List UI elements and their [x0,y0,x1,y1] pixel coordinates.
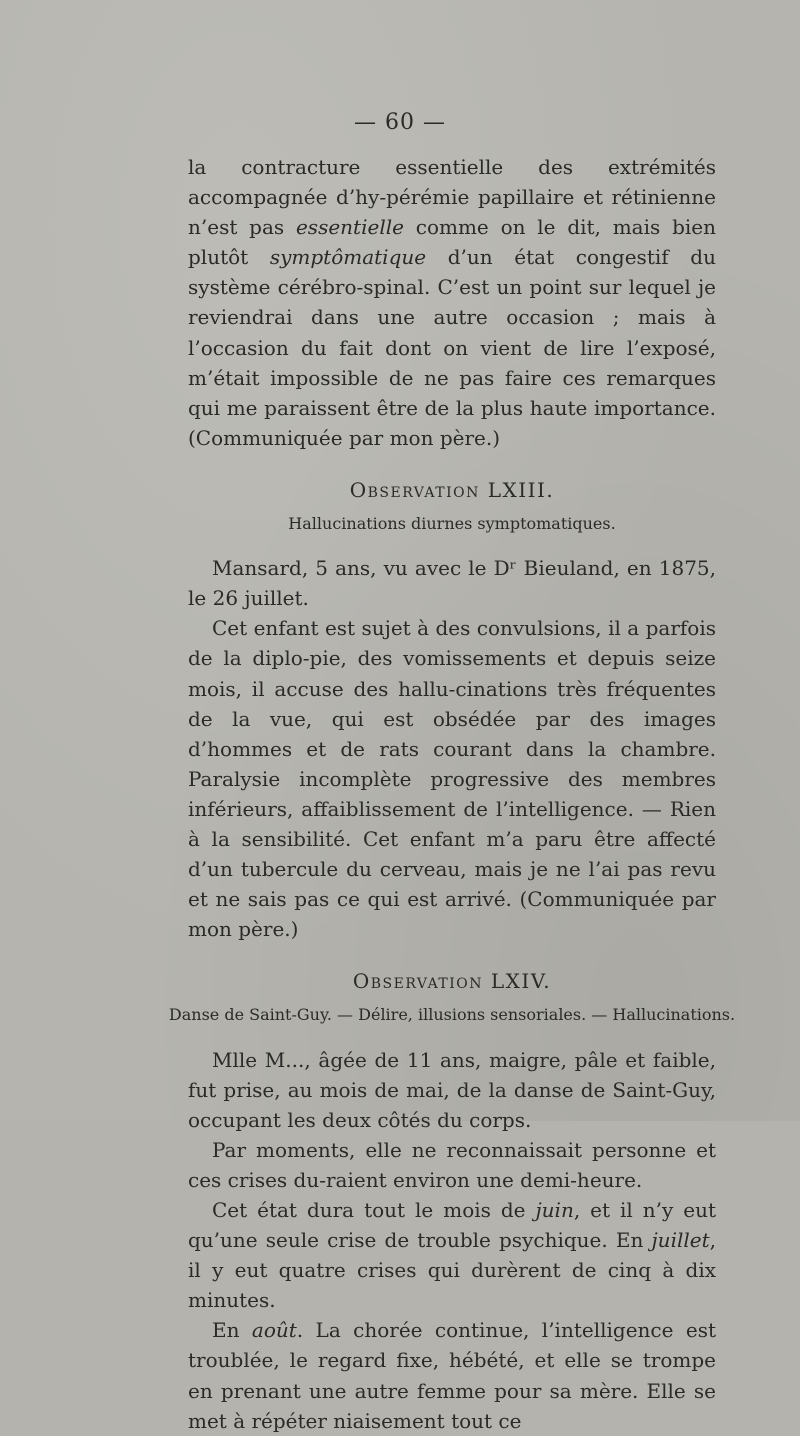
intro-text-b: comme on le dit, mais bien plutôt [188,215,716,270]
observation-63-paragraph-1: Mansard, 5 ans, vu avec le Dʳ Bieuland, en 1875, le 26 juillet. [188,556,716,611]
p3-emphasis-1: juin [535,1198,574,1222]
intro-emphasis-2: symptômatique [269,245,427,270]
observation-63-title: Observation LXIII. [349,477,555,502]
body-text [168,152,736,1436]
observation-64-title: Observation LXIV. [352,969,552,994]
observation-64-paragraph-4 [188,1315,716,1435]
page-number: — 60 — [354,110,446,135]
p4-text-b: . La chorée continue, l’intelligence est troublée, le regard fixe, hébété, et elle se trompe en prenant une autre femme pour sa mère. Elle se met à répéter niaisement tout ce [188,1318,716,1433]
p3-text-a: Cet état dura tout le mois de [212,1198,536,1222]
intro-emphasis-1: essentielle [295,215,404,240]
p3-text-b: , et il n’y eut qu’une seule crise de trouble psychique. En [188,1198,716,1253]
observation-63-subtitle: Hallucinations diurnes symptomatiques. [288,514,616,534]
intro-paragraph [188,152,716,453]
p4-text-a: En [212,1318,252,1343]
observation-64-subtitle: Danse de Saint-Guy. — Délire, illusions sensoriales. — Hallucinations. [168,1005,736,1025]
intro-text-a: la contracture essentielle des extrémités accompagnée d’hy-pérémie papillaire et rétinienne n’est pas [188,155,716,240]
p3-emphasis-2: juillet [651,1228,710,1253]
p3-text-c: , il y eut quatre crises qui durèrent de cinq à dix minutes. [188,1228,716,1313]
observation-63-paragraph-2: Cet enfant est sujet à des convulsions, il a parfois de la diplo-pie, des vomissements et depuis seize mois, il accuse des hallu-cinations très fréquentes de la vue, qui est obsédée par des images d’hommes et de rats courant dans la chambre. Paralysie incomplète progressive des membres inférieurs, affaiblissement de l’intelligence. — Rien à la sensibilité. Cet enfant m’a paru être affecté d’un tubercule du cerveau, mais je ne l’ai pas revu et ne sais pas ce qui est arrivé. (Communiquée par mon père.) [188,616,716,942]
observation-64-paragraph-2: Par moments, elle ne reconnaissait personne et ces crises du-raient environ une demi-heure. [188,1137,716,1192]
intro-text-c: d’un état congestif du système cérébro-spinal. C’est un point sur lequel je reviendrai dans une autre occasion ; mais à l’occasion du fait dont on vient de lire l’exposé, m’était impossible de ne pas faire ces remarques qui me paraissent être de la plus haute importance. (Communiquée par mon père.) [188,245,716,450]
p4-emphasis-1: août [251,1318,297,1343]
observation-64-paragraph-3 [188,1195,716,1315]
observation-64-paragraph-1: Mlle M..., âgée de 11 ans, maigre, pâle et faible, fut prise, au mois de mai, de la danse de Saint-Guy, occupant les deux côtés du corps. [188,1047,716,1132]
